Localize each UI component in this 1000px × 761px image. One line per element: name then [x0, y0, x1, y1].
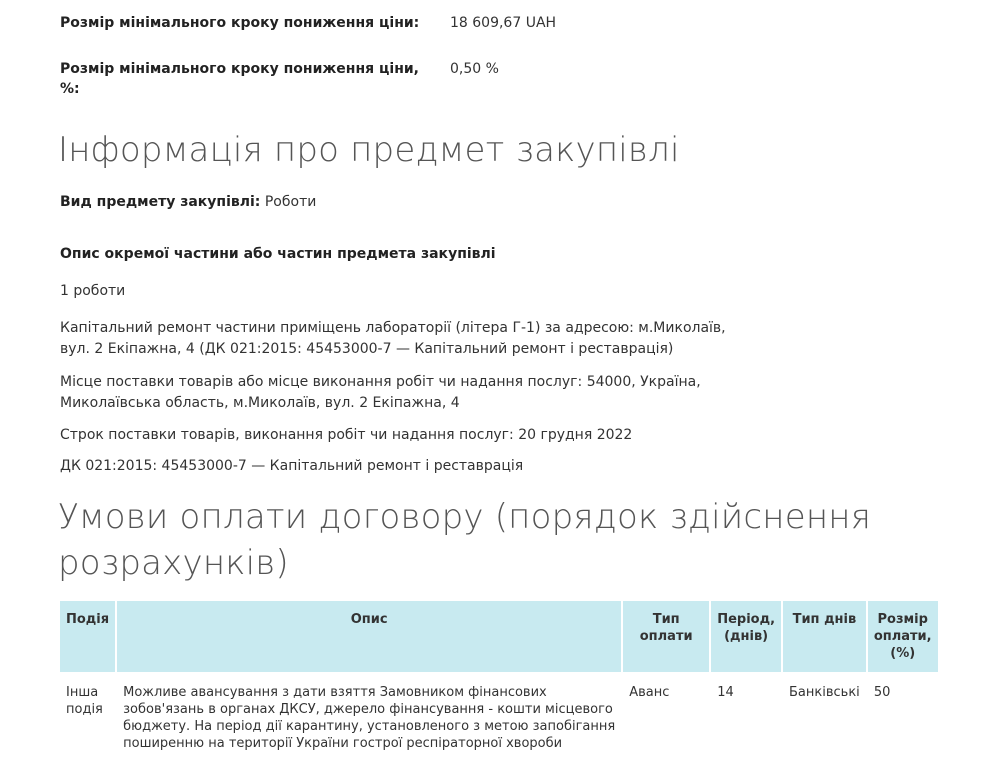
subject-type-value: Роботи — [264, 194, 317, 210]
header-amount-line2: оплати, — [873, 629, 932, 644]
header-amount-line3: (%) — [890, 646, 916, 661]
header-description: Опис — [117, 601, 621, 672]
row-description-line2: зобов'язань в органах ДКСУ, джерело фінансування - кошти місцевого — [123, 702, 613, 717]
row-event — [60, 672, 115, 761]
table-row — [60, 672, 938, 761]
payment-terms-table — [58, 601, 940, 761]
header-payment-type: Тип оплати — [623, 601, 709, 672]
row-event-line1: Інша — [66, 685, 99, 700]
header-amount — [868, 601, 938, 672]
header-period-line1: Період, — [717, 612, 776, 627]
min-step-percent-row — [60, 59, 499, 99]
lot-description-line2: вул. 2 Екіпажна, 4 (ДК 021:2015: 45453000-7 — Капітальний ремонт і реставрація) — [60, 341, 674, 357]
min-step-percent-label-line1: Розмір мінімального кроку пониження ціни, — [60, 61, 419, 77]
min-step-label: Розмір мінімального кроку пониження ціни: — [60, 15, 420, 31]
min-step-row — [60, 13, 556, 33]
header-amount-line1: Розмір — [877, 612, 928, 627]
row-description — [117, 672, 621, 761]
min-step-percent-label — [60, 59, 450, 99]
subject-type — [60, 192, 316, 212]
min-step-percent-value: 0,50 % — [450, 61, 499, 77]
lot-quantity: 1 роботи — [60, 283, 126, 299]
row-description-line3: бюджету. На період дії карантину, установленого з метою запобігання — [123, 719, 616, 734]
payment-section-title-line1: Умови оплати договору (порядок здійснення — [58, 497, 872, 537]
row-amount: 50 — [873, 685, 891, 700]
table-header-row — [60, 601, 938, 672]
delivery-place-line1: Місце поставки товарів або місце виконання робіт чи надання послуг: 54000, Україна, — [60, 374, 701, 390]
header-period — [711, 601, 781, 672]
delivery-date: Строк поставки товарів, виконання робіт чи надання послуг: 20 грудня 2022 — [60, 427, 633, 443]
row-event-line2: подія — [66, 702, 103, 717]
lot-description-line1: Капітальний ремонт частини приміщень лабораторії (літера Г-1) за адресою: м.Миколаїв, — [60, 320, 726, 336]
min-step-percent-label-line2: %: — [60, 81, 80, 97]
subject-section-title: Інформація про предмет закупівлі — [58, 130, 680, 170]
classification: ДК 021:2015: 45453000-7 — Капітальний ремонт і реставрація — [60, 458, 524, 474]
payment-section-title — [58, 494, 871, 586]
row-description-line1: Можливе авансування з дати взяття Замовником фінансових — [123, 685, 547, 700]
header-days-type: Тип днів — [783, 601, 866, 672]
header-period-line2: (днів) — [724, 629, 769, 644]
row-description-line4: поширенню на території України гострої респіраторної хвороби — [123, 736, 563, 751]
row-payment-type: Аванс — [629, 685, 670, 700]
subject-type-label: Вид предмету закупівлі: — [60, 194, 261, 210]
payment-section-title-line2: розрахунків) — [58, 543, 289, 583]
lot-heading: Опис окремої частини або частин предмета закупівлі — [60, 246, 496, 262]
header-event: Подія — [60, 601, 115, 672]
min-step-value: 18 609,67 UAH — [450, 15, 557, 31]
row-period: 14 — [717, 685, 734, 700]
delivery-place-line2: Миколаївська область, м.Миколаїв, вул. 2 Екіпажна, 4 — [60, 395, 460, 411]
row-days-type: Банківські — [789, 685, 860, 700]
